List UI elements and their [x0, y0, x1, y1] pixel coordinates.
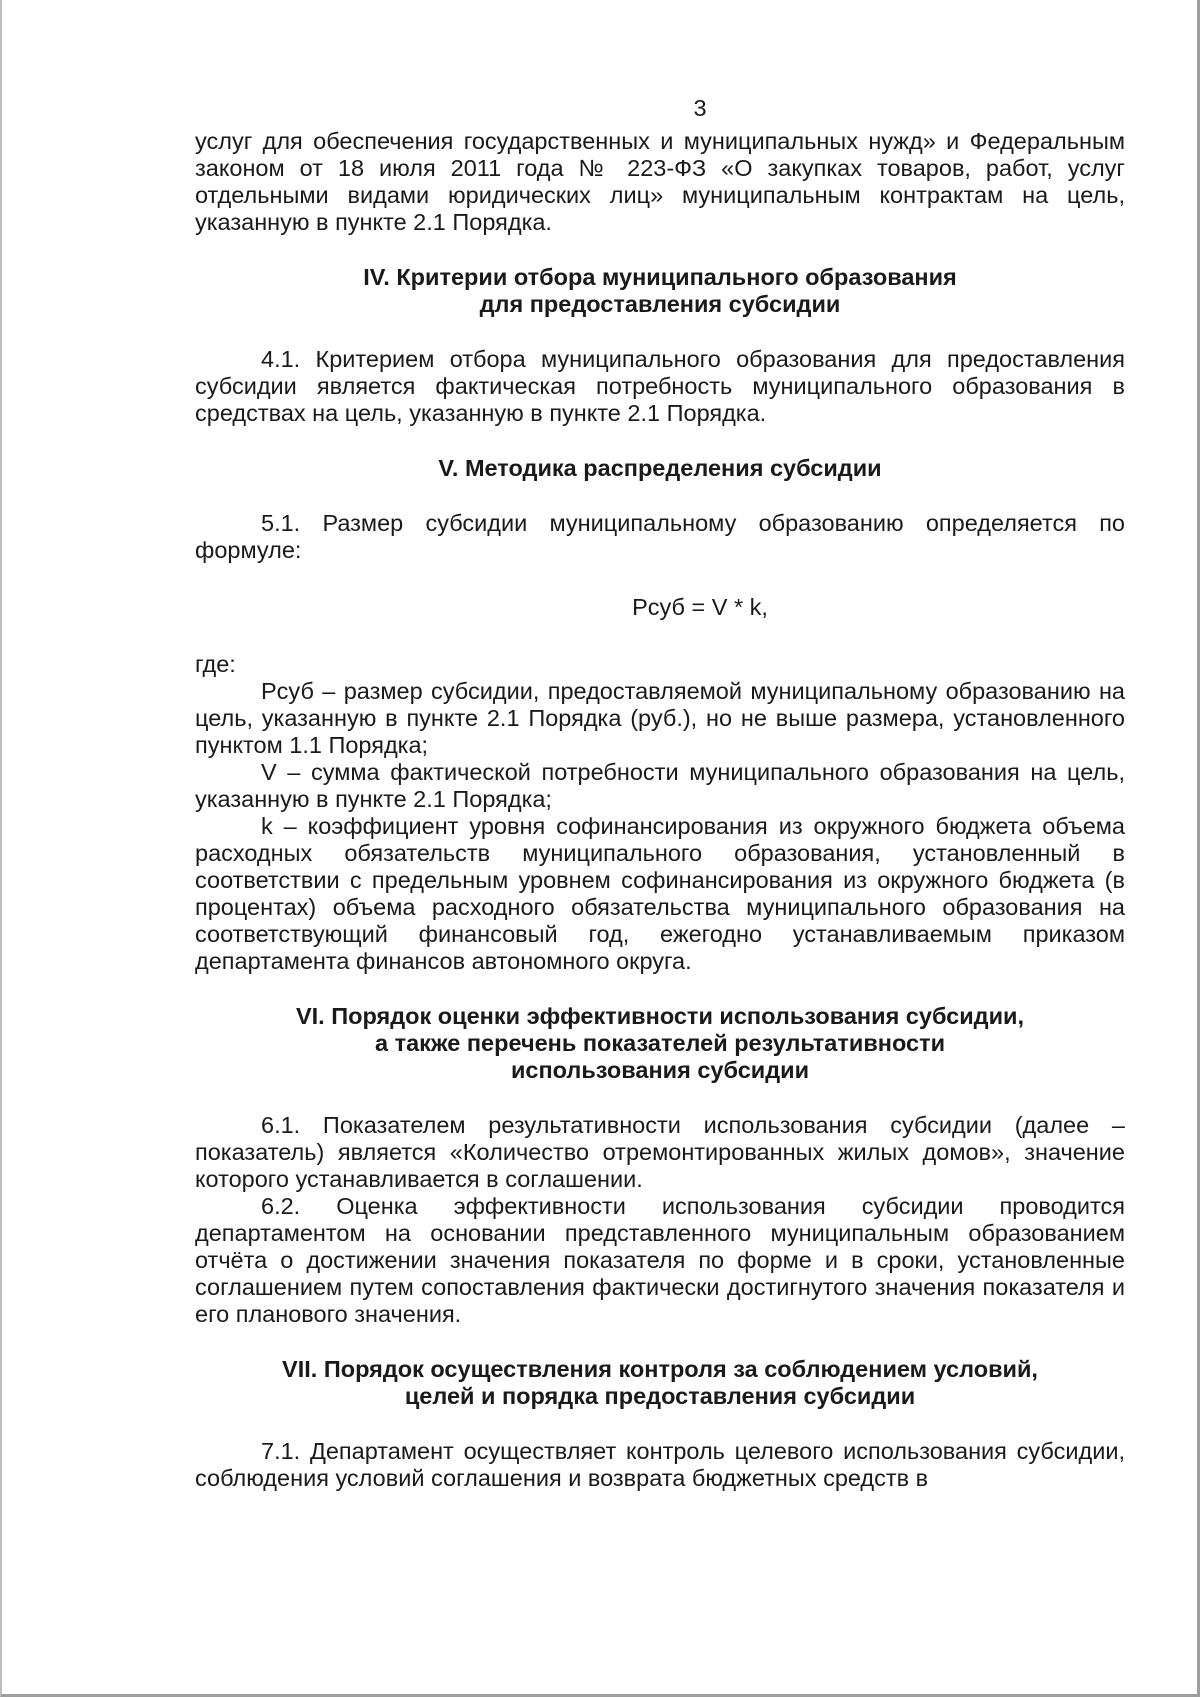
page-number: 3 — [693, 95, 707, 121]
paragraph-6-2: 6.2. Оценка эффективности использования субсидии проводится департаментом на основании представленного муниципальным образованием отчёта о достижении значения показателя по форме и в сроки, установленные соглашением путем сопоставления фактически достигнутого значения показателя и его планового значения. — [195, 1193, 1125, 1327]
paragraph-5-1: 5.1. Размер субсидии муниципальному образованию определяется по формуле: — [195, 510, 1125, 563]
document-body — [195, 95, 1125, 1492]
definition-rsub: Рсуб – размер субсидии, предоставляемой муниципальному образованию на цель, указанную в пункте 2.1 Порядка (руб.), но не выше размера, установленного пунктом 1.1 Порядка; — [195, 678, 1125, 758]
section-5-heading — [195, 455, 1125, 482]
section-7-heading — [195, 1356, 1125, 1410]
section-5-heading-line: V. Методика распределения субсидии — [438, 455, 882, 481]
formula-where: где: — [195, 651, 236, 677]
definition-k: k – коэффициент уровня софинансирования из окружного бюджета объема расходных обязательств муниципального образования, установленный в соответствии с предельным уровнем софинансирования из окружного бюджета (в процентах) объема расходного обязательства муниципального образования на соответствующий финансовый год, ежегодно устанавливаемым приказом департамента финансов автономного округа. — [195, 813, 1125, 974]
formula: Рсуб = V * k, — [632, 594, 768, 620]
section-6-heading-line-1: VI. Порядок оценки эффективности использования субсидии, — [295, 1003, 1025, 1029]
paragraph-4-1: 4.1. Критерием отбора муниципального образования для предоставления субсидии является фактическая потребность муниципального образования в средствах на цель, указанную в пункте 2.1 Порядка. — [195, 346, 1125, 426]
section-4-heading — [195, 264, 1125, 318]
paragraph-7-1: 7.1. Департамент осуществляет контроль целевого использования субсидии, соблюдения условий соглашения и возврата бюджетных средств в — [195, 1438, 1125, 1491]
section-6-heading-line-2: а также перечень показателей результативности — [374, 1030, 946, 1056]
section-6-heading — [195, 1003, 1125, 1084]
section-4-heading-line-2: для предоставления субсидии — [479, 291, 841, 317]
paragraph-6-1: 6.1. Показателем результативности использования субсидии (далее – показатель) является «Количество отремонтированных жилых домов», значение которого устанавливается в соглашении. — [195, 1112, 1125, 1192]
section-7-heading-line-1: VII. Порядок осуществления контроля за соблюдением условий, — [282, 1356, 1038, 1382]
section-6-heading-line-3: использования субсидии — [510, 1057, 810, 1083]
section-7-heading-line-2: целей и порядка предоставления субсидии — [404, 1383, 916, 1409]
definition-v: V – сумма фактической потребности муниципального образования на цель, указанную в пункте 2.1 Порядка; — [195, 759, 1125, 812]
section-4-heading-line-1: IV. Критерии отбора муниципального образования — [363, 264, 957, 290]
intro-paragraph: услуг для обеспечения государственных и муниципальных нужд» и Федеральным законом от 18 июля 2011 года № 223-ФЗ «О закупках товаров, работ, услуг отдельными видами юридических лиц» муниципальным контрактам на цель, указанную в пункте 2.1 Порядка. — [195, 128, 1125, 235]
